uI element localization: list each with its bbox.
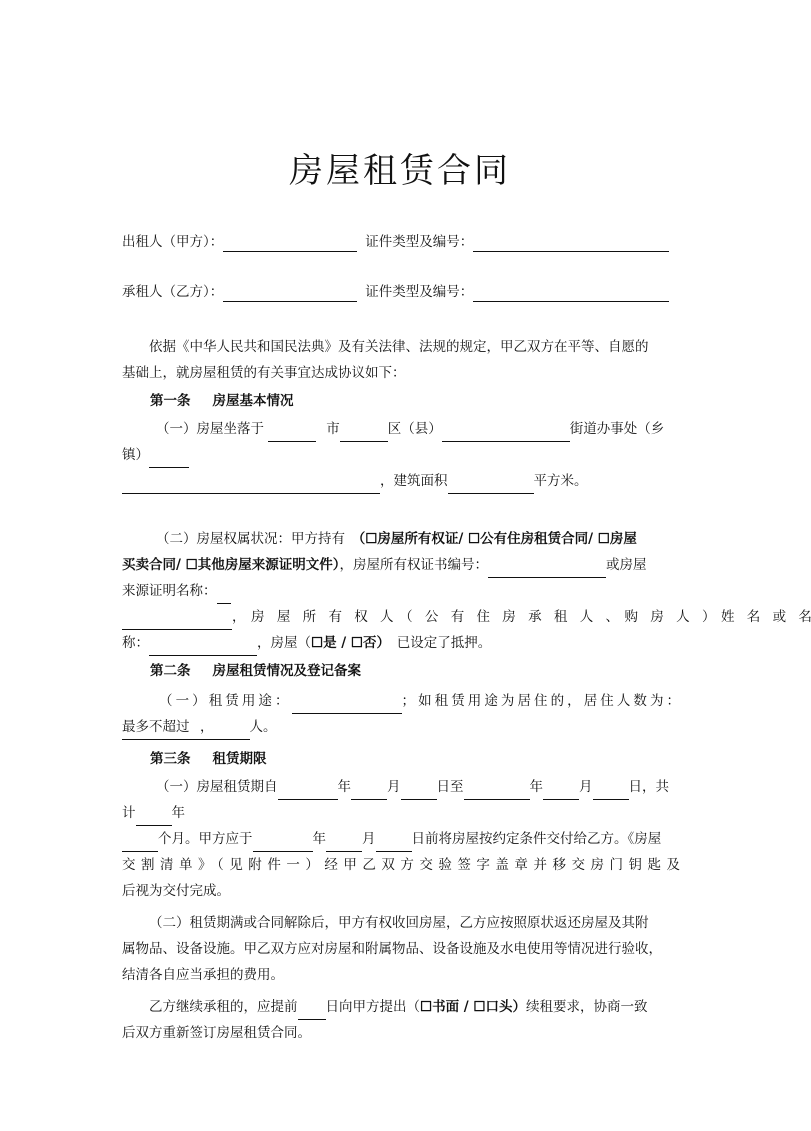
article-2-line-2 [122,714,680,740]
city-blank[interactable] [268,426,316,442]
article-1-ownership-line-4 [122,604,811,630]
article-3-number: 第三条 [150,751,191,767]
lease-use-blank[interactable] [292,698,402,714]
end-year-blank[interactable] [464,784,530,800]
article-2-title: 房屋租赁情况及登记备案 [212,663,361,679]
district-blank[interactable] [340,426,388,442]
source-proof-label: 来源证明名称： [122,583,217,599]
article-1-heading [150,390,294,412]
mortgage-options[interactable]: ☐是 / ☐否） [311,635,384,651]
total-months-blank[interactable] [122,836,158,852]
township-label: 镇） [122,447,149,463]
article-1-title: 房屋基本情况 [212,393,294,409]
address-blank[interactable] [122,478,380,494]
area-label: ，建筑面积 [380,473,448,489]
page-title: 房屋租赁合同 [289,151,511,191]
owner-name-label-end: 称： [122,635,149,651]
delivery-day-blank[interactable] [376,836,412,852]
delivery-suffix: 日前将房屋按约定条件交付给乙方。《房屋 [411,831,662,847]
lessee-row [122,282,682,302]
start-year-blank[interactable] [278,784,338,800]
article-1-ownership-line-2 [122,552,680,578]
lessor-id-label: 证件类型及编号： [365,234,474,250]
delivery-label: 个月。甲方应于 [158,831,253,847]
location-label: （一）房屋坐落于 [156,421,269,437]
residents-comma: ， [200,719,214,735]
owner-name-blank[interactable] [149,640,257,656]
area-blank[interactable] [448,478,534,494]
article-3-return-line-3: 结清各自应当承担的费用。 [122,967,284,983]
month-label: 月 [579,779,593,795]
lessee-id-label: 证件类型及编号： [365,284,474,300]
lessor-label: 出租人（甲方）： [122,234,224,250]
renewal-days-blank[interactable] [298,1004,326,1020]
year-label: 年 [337,779,351,795]
max-residents-label: 最多不超过 [122,719,190,735]
ownership-options-cont[interactable]: 买卖合同/ ☐其他房屋来源证明文件） [122,557,340,573]
article-1-ownership-line-1 [122,526,680,552]
mortgage-suffix: 已设定了抵押。 [383,635,492,651]
day-to-label: 日至 [436,779,464,795]
article-2-heading [150,660,361,682]
renewal-notice-label: 日向甲方提出（ [325,999,420,1015]
lessor-id-blank[interactable] [473,236,669,252]
lessee-id-blank[interactable] [473,286,669,302]
article-1-location-line-2 [122,442,680,468]
year-label: 年 [171,805,185,821]
article-3-renewal-line-2: 后双方重新签订房屋租赁合同。 [122,1025,311,1041]
day-total-label: 日，共 [628,779,669,795]
lessor-row [122,232,682,252]
certificate-number-label: ，房屋所有权证书编号： [339,557,488,573]
year-label: 年 [529,779,543,795]
renewal-label: 乙方继续承租的，应提前 [149,999,298,1015]
term-start-label: （一）房屋租赁期自 [156,779,278,795]
article-1-ownership-line-3 [122,578,680,604]
article-3-heading [150,748,267,770]
street-office-label: 街道办事处（乡 [569,421,665,437]
lessor-name-blank[interactable] [223,236,357,252]
article-3-renewal-line-1 [122,994,680,1020]
max-residents-unit: 人。 [249,719,277,735]
article-3-title: 租赁期限 [212,751,267,767]
district-label: 区（县） [387,421,442,437]
renewal-form-options[interactable]: ☐书面 / ☐口头） [420,999,527,1015]
township-blank[interactable] [149,452,189,468]
start-month-blank[interactable] [351,784,387,800]
lessee-label: 承租人（乙方）： [122,284,224,300]
article-3-return-line-2: 属物品、设备设施。甲乙双方应对房屋和附属物品、设备设施及水电使用等情况进行验收， [122,941,662,957]
total-years-blank[interactable] [136,810,172,826]
month-label: 月 [362,831,376,847]
article-3-term-line-4: 交割清单》（见附件一）经甲乙双方交验签字盖章并移交房门钥匙及 [122,857,680,873]
article-1-location-line-1 [122,416,680,442]
source-proof-blank-start[interactable] [217,588,231,604]
mortgage-label: ，房屋（ [257,635,311,651]
delivery-year-blank[interactable] [253,836,313,852]
delivery-month-blank[interactable] [326,836,362,852]
article-2-number: 第二条 [150,663,191,679]
or-house-label: 或房屋 [605,557,647,573]
area-unit: 平方米。 [533,473,588,489]
street-blank[interactable] [442,426,570,442]
residents-label: ；如租赁用途为居住的，居住人数为： [401,693,681,709]
article-3-term-line-2 [122,800,680,826]
owner-name-label: ， 房 屋 所 有 权 人 （ 公 有 住 房 承 租 人 、 购 房 人 ） 姓 名 或 名 [232,609,811,625]
ownership-label: （二）房屋权属状况：甲方持有 [156,531,359,547]
ownership-options[interactable]: （☐房屋所有权证/ ☐公有住房租赁合同/ ☐房屋 [358,531,637,547]
end-month-blank[interactable] [543,784,579,800]
article-1-number: 第一条 [150,393,191,409]
article-3-return-line-1: （二）租赁期满或合同解除后，甲方有权收回房屋，乙方应按照原状返还房屋及其附 [149,915,649,931]
end-day-blank[interactable] [593,784,629,800]
preamble-line-1: 依据《中华人民共和国民法典》及有关法律、法规的规定，甲乙双方在平等、自愿的 [149,339,649,355]
source-proof-blank[interactable] [122,614,232,630]
article-1-ownership-line-5 [122,630,680,656]
article-3-term-line-3 [122,826,680,852]
city-label: 市 [326,421,340,437]
year-label: 年 [312,831,326,847]
total-label: 计 [122,805,136,821]
renewal-request-label: 续租要求，协商一致 [526,999,648,1015]
preamble-line-2: 基础上，就房屋租赁的有关事宜达成协议如下： [122,365,406,381]
article-3-term-line-1 [122,774,680,800]
article-3-term-line-5: 后视为交付完成。 [122,883,230,899]
start-day-blank[interactable] [401,784,437,800]
article-1-location-line-3 [122,468,680,494]
max-residents-blank[interactable] [190,724,250,740]
lease-use-label: （一）租赁用途： [156,693,292,709]
lessee-name-blank[interactable] [223,286,357,302]
month-label: 月 [387,779,401,795]
certificate-number-blank[interactable] [488,562,606,578]
